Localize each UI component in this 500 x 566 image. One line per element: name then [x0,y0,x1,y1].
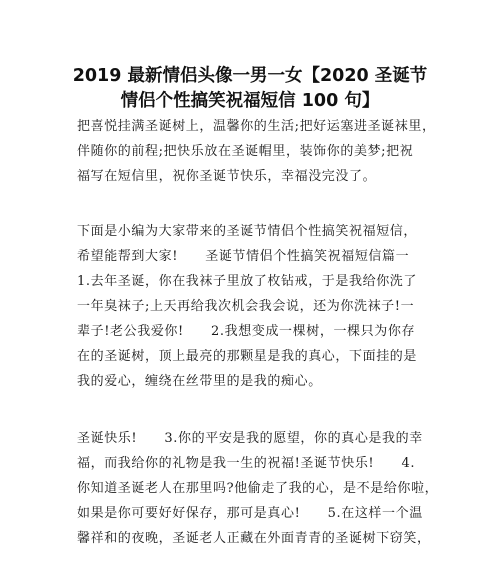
text-line: 我的爱心，缠绕在丝带里的是我的痴心。 [77,374,322,389]
text-line: 馨祥和的夜晚，圣诞老人正藏在外面青青的圣诞树下窃笑， [77,531,431,546]
text-line: 福，而我给你的礼物是我一生的祝福!圣诞节快乐! 4. [77,456,416,471]
document-title-line-1: 2019 最新情侣头像一男一女【2020 圣诞节 [72,66,428,86]
text-line: 辈子!老公我爱你! 2.我想变成一棵树，一棵只为你存 [77,324,416,339]
text-line: 福写在短信里，祝你圣诞节快乐，幸福没完没了。 [77,169,377,184]
text-line: 下面是小编为大家带来的圣诞节情侣个性搞笑祝福短信， [77,224,418,239]
document-title-line-2: 情侣个性搞笑祝福短信 100 句】 [120,91,380,111]
text-line: 你知道圣诞老人在那里吗?他偷走了我的心，是不是给你啦， [77,481,439,496]
text-line: 希望能帮到大家! 圣诞节情侣个性搞笑祝福短信篇一 [77,249,410,264]
text-line: 一年臭袜子;上天再给我次机会我会说，还为你洗袜子!一 [77,299,415,314]
text-line: 1.去年圣诞，你在我袜子里放了枚钻戒，于是我给你洗了 [77,274,418,289]
text-line: 如果是你可要好好保存，那可是真心! 5.在这样一个温 [77,506,423,521]
text-line: 把喜悦挂满圣诞树上，温馨你的生活;把好运塞进圣诞袜里， [77,119,436,134]
text-line: 伴随你的前程;把快乐放在圣诞帽里，装饰你的美梦;把祝 [77,144,414,159]
text-line: 在的圣诞树，顶上最亮的那颗星是我的真心，下面挂的是 [77,349,418,364]
text-line: 圣诞快乐! 3.你的平安是我的愿望，你的真心是我的幸 [77,431,423,446]
